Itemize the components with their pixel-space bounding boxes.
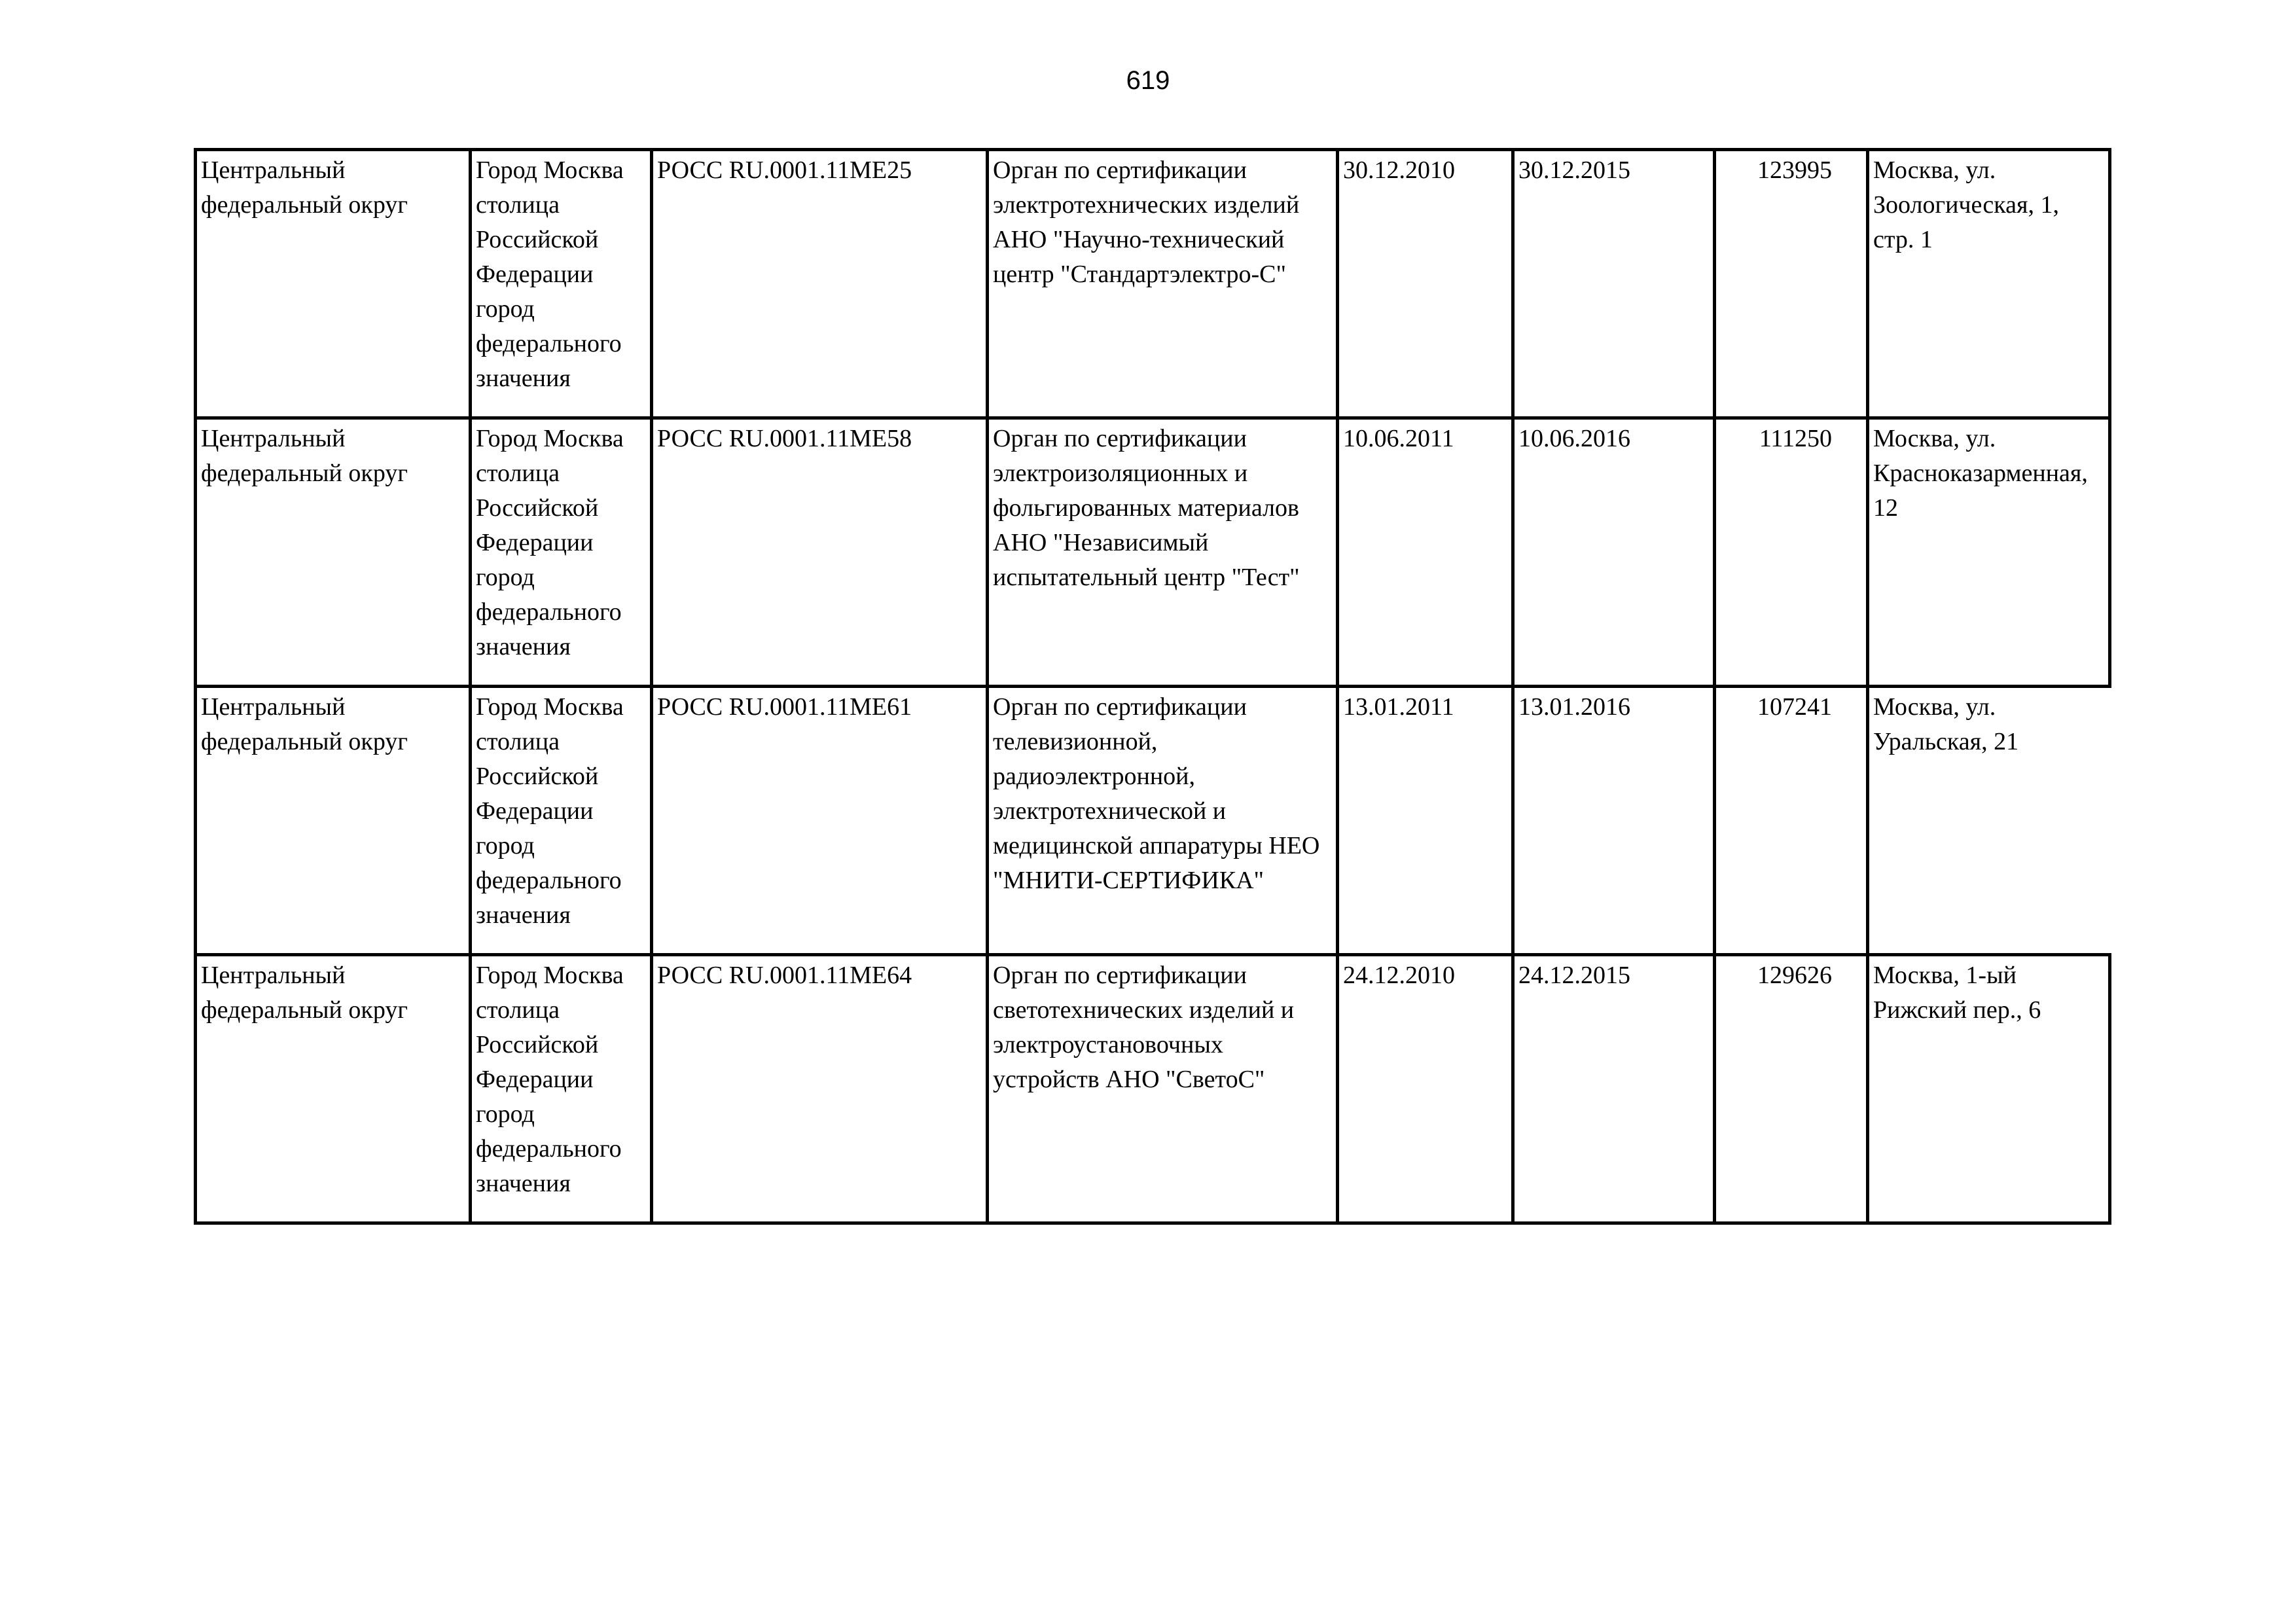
organization-text: Орган по сертификации телевизионной, радиоэлектронной, электротехнической и медицинской аппаратуры НЕО "МНИТИ-СЕРТИФИКА" [993, 693, 1320, 894]
district-cell [196, 150, 471, 418]
table-row [196, 150, 2110, 418]
table-row [196, 687, 2110, 955]
date-to-text: 30.12.2015 [1518, 156, 1630, 184]
region-text: Город Москва столица Российской Федерации город федерального значения [476, 693, 624, 929]
organization-cell [988, 687, 1338, 955]
organization-cell [988, 150, 1338, 418]
postal-code-cell [1715, 418, 1868, 687]
table-row [196, 955, 2110, 1223]
region-cell [471, 418, 652, 687]
postal-code-text: 129626 [1757, 962, 1832, 989]
date-to-cell [1513, 955, 1715, 1223]
district-text: Центральный федеральный округ [201, 156, 408, 219]
date-from-cell [1338, 150, 1513, 418]
district-cell [196, 418, 471, 687]
address-text: Москва, 1-ый Рижский пер., 6 [1873, 962, 2041, 1024]
date-to-cell [1513, 418, 1715, 687]
postal-code-cell [1715, 150, 1868, 418]
address-text: Москва, ул. Зоологическая, 1, стр. 1 [1873, 156, 2059, 253]
reg-number-cell [652, 955, 988, 1223]
district-text: Центральный федеральный округ [201, 693, 408, 755]
reg-number-text: РОСС RU.0001.11МЕ58 [657, 425, 912, 452]
district-text: Центральный федеральный округ [201, 425, 408, 487]
organization-text: Орган по сертификации светотехнических изделий и электроустановочных устройств АНО "СветоС" [993, 962, 1295, 1093]
region-cell [471, 150, 652, 418]
address-text: Москва, ул. Краснoказарменная, 12 [1873, 425, 2088, 522]
date-to-cell [1513, 150, 1715, 418]
date-to-text: 10.06.2016 [1518, 425, 1630, 452]
date-from-cell [1338, 687, 1513, 955]
organization-text: Орган по сертификации электротехнических изделий АНО "Научно-технический центр "Стандартэлектро-С" [993, 156, 1300, 288]
date-to-cell [1513, 687, 1715, 955]
page-number: 619 [1126, 66, 1170, 95]
organization-cell [988, 418, 1338, 687]
address-cell [1868, 955, 2110, 1223]
date-to-text: 13.01.2016 [1518, 693, 1630, 721]
postal-code-cell [1715, 955, 1868, 1223]
date-from-cell [1338, 418, 1513, 687]
date-to-text: 24.12.2015 [1518, 962, 1630, 989]
date-from-text: 10.06.2011 [1343, 425, 1454, 452]
region-cell [471, 687, 652, 955]
reg-number-cell [652, 150, 988, 418]
reg-number-cell [652, 418, 988, 687]
postal-code-text: 123995 [1757, 156, 1832, 184]
reg-number-cell [652, 687, 988, 955]
reg-number-text: РОСС RU.0001.11МЕ25 [657, 156, 912, 184]
address-text: Москва, ул. Уральская, 21 [1873, 693, 2019, 755]
table-body [196, 150, 2110, 1223]
date-from-text: 24.12.2010 [1343, 962, 1455, 989]
date-from-cell [1338, 955, 1513, 1223]
district-cell [196, 687, 471, 955]
postal-code-text: 111250 [1759, 425, 1832, 452]
organization-cell [988, 955, 1338, 1223]
date-from-text: 30.12.2010 [1343, 156, 1455, 184]
reg-number-text: РОСС RU.0001.11МЕ64 [657, 962, 912, 989]
address-cell [1868, 150, 2110, 418]
date-from-text: 13.01.2011 [1343, 693, 1454, 721]
table-row [196, 418, 2110, 687]
address-cell [1868, 418, 2110, 687]
certification-registry-table [194, 148, 2111, 1225]
district-text: Центральный федеральный округ [201, 962, 408, 1024]
region-text: Город Москва столица Российской Федерации город федерального значения [476, 425, 624, 660]
address-cell [1868, 687, 2110, 955]
region-cell [471, 955, 652, 1223]
postal-code-cell [1715, 687, 1868, 955]
reg-number-text: РОСС RU.0001.11МЕ61 [657, 693, 912, 721]
region-text: Город Москва столица Российской Федерации город федерального значения [476, 156, 624, 392]
region-text: Город Москва столица Российской Федерации город федерального значения [476, 962, 624, 1197]
district-cell [196, 955, 471, 1223]
organization-text: Орган по сертификации электроизоляционных и фольгированных материалов АНО "Независимый испытательный центр "Тест" [993, 425, 1300, 591]
postal-code-text: 107241 [1757, 693, 1832, 721]
